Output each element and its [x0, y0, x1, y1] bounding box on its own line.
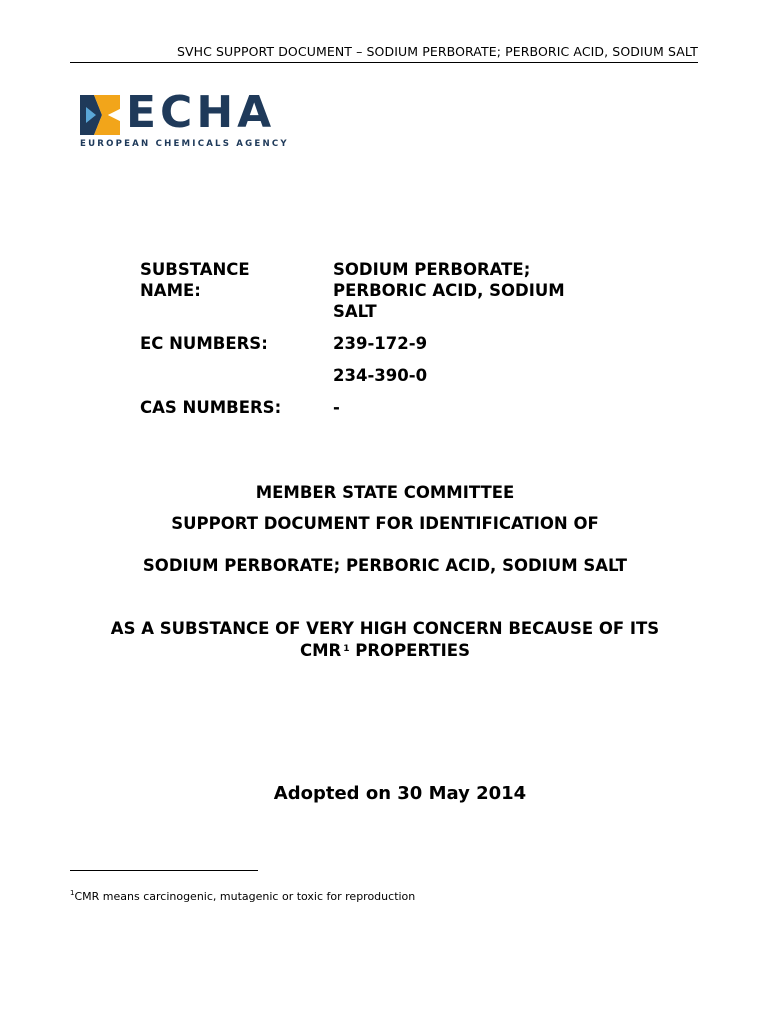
logo-wordmark: ECHA [126, 87, 276, 138]
substance-name-label-line1: SUBSTANCE [140, 260, 250, 279]
footnote [70, 889, 415, 903]
cmr-properties-heading [0, 639, 770, 661]
concern-heading: AS A SUBSTANCE OF VERY HIGH CONCERN BECAUSE OF ITS [110, 619, 660, 638]
footnote-text: CMR means carcinogenic, mutagenic or toxic for reproduction [74, 890, 416, 903]
substance-heading: SODIUM PERBORATE; PERBORIC ACID, SODIUM SALT [142, 556, 628, 575]
substance-name-value-line1: SODIUM PERBORATE; [333, 260, 531, 279]
cas-numbers-label: CAS NUMBERS: [140, 398, 282, 417]
substance-name-value-line2: PERBORIC ACID, SODIUM [333, 281, 565, 300]
support-document-heading: SUPPORT DOCUMENT FOR IDENTIFICATION OF [171, 514, 599, 533]
running-title: SVHC SUPPORT DOCUMENT – SODIUM PERBORATE; PERBORIC ACID, SODIUM SALT [176, 44, 698, 59]
logo-tagline: EUROPEAN CHEMICALS AGENCY [80, 139, 289, 149]
cas-number-value: - [333, 398, 340, 417]
substance-name-label-line2: NAME: [140, 281, 201, 300]
cmr-text: CMR [300, 641, 342, 660]
footnote-reference: 1 [343, 644, 350, 654]
footnote-number: 1 [70, 889, 75, 897]
committee-heading: MEMBER STATE COMMITTEE [255, 483, 515, 502]
adoption-date: Adopted on 30 May 2014 [273, 783, 527, 804]
substance-name-value-line3: SALT [333, 302, 377, 321]
properties-text: PROPERTIES [349, 641, 470, 660]
ec-number-value-1: 239-172-9 [333, 334, 428, 353]
echa-logo [80, 87, 289, 149]
header-rule [70, 62, 698, 63]
ec-numbers-label: EC NUMBERS: [140, 334, 268, 353]
ec-number-value-2: 234-390-0 [333, 366, 428, 385]
echa-emblem-icon [80, 95, 120, 135]
footnote-separator [70, 870, 258, 871]
